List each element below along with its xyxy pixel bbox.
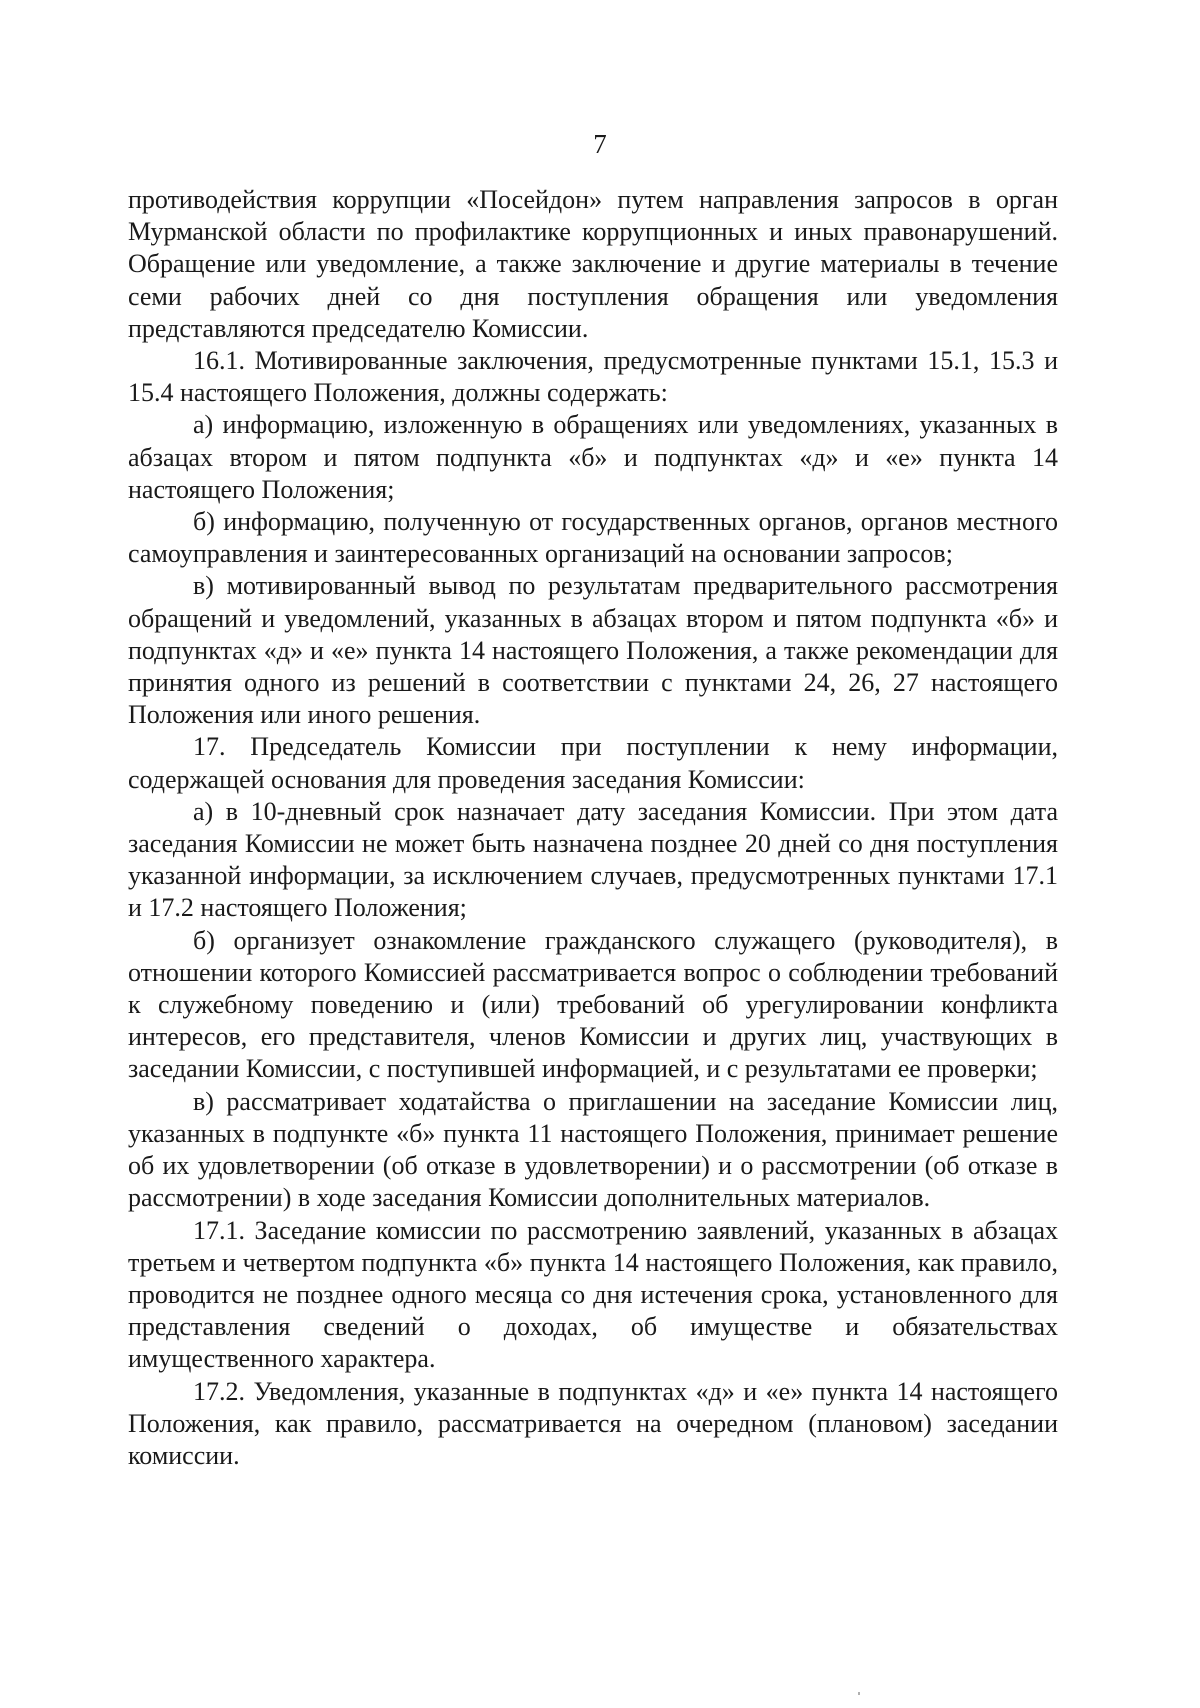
page-number: 7	[593, 129, 607, 159]
paragraph-17-2: 17.2. Уведомления, указанные в подпунктах «д» и «е» пункта 14 настоящего Положения, как правило, рассматривается на очередном (плановом) заседании комиссии.	[128, 1376, 1058, 1470]
paragraph-17: 17. Председатель Комиссии при поступлении к нему информации, содержащей основания для проведения заседания Комиссии:	[128, 732, 1058, 794]
paragraph-17-v: в) рассматривает ходатайства о приглашении на заседание Комиссии лиц, указанных в подпункте «б» пункта 11 настоящего Положения, принимает решение об их удовлетворении (об отказе в удовлетворении) и о рассмотрении (об отказе в рассмотрении) в ходе заседания Комиссии дополнительных материалов.	[128, 1086, 1058, 1213]
paragraph-16-1-v: в) мотивированный вывод по результатам предварительного рассмотрения обращений и уведомлений, указанных в абзацах втором и пятом подпункта «б» и подпунктах «д» и «е» пункта 14 настоящего Положения, а также рекомендации для принятия одного из решений в соответствии с пунктами 24, 26, 27 настоящего Положения или иного решения.	[128, 571, 1058, 730]
paragraph-continuation: противодействия коррупции «Посейдон» путем направления запросов в орган Мурманской области по профилактике коррупционных и иных правонарушений. Обращение или уведомление, а также заключение и другие материалы в течение семи рабочих дней со дня поступления обращения или уведомления представляются председателю Комиссии.	[128, 185, 1058, 343]
paragraph-17-1: 17.1. Заседание комиссии по рассмотрению заявлений, указанных в абзацах третьем и четвертом подпункта «б» пункта 14 настоящего Положения, как правило, проводится не позднее одного месяца со дня истечения срока, установленного для представления сведений о доходах, об имуществе и обязательствах имущественного характера.	[128, 1215, 1058, 1374]
paragraph-16-1-b: б) информацию, полученную от государственных органов, органов местного самоуправления и заинтересованных организаций на основании запросов;	[128, 507, 1058, 569]
paragraph-16-1-a: а) информацию, изложенную в обращениях или уведомлениях, указанных в абзацах втором и пятом подпункта «б» и подпунктах «д» и «е» пункта 14 настоящего Положения;	[128, 410, 1058, 504]
document-body	[128, 184, 1058, 1472]
scan-speck	[858, 1692, 860, 1695]
paragraph-17-b: б) организует ознакомление гражданского служащего (руководителя), в отношении которого Комиссией рассматривается вопрос о соблюдении требований к служебному поведению и (или) требований об урегулировании конфликта интересов, его представителя, членов Комиссии и других лиц, участвующих в заседании Комиссии, с поступившей информацией, и с результатами ее проверки;	[128, 925, 1058, 1084]
paragraph-16-1: 16.1. Мотивированные заключения, предусмотренные пунктами 15.1, 15.3 и 15.4 настоящего Положения, должны содержать:	[128, 346, 1058, 408]
paragraph-17-a: а) в 10-дневный срок назначает дату заседания Комиссии. При этом дата заседания Комиссии не может быть назначена позднее 20 дней со дня поступления указанной информации, за исключением случаев, предусмотренных пунктами 17.1 и 17.2 настоящего Положения;	[128, 796, 1058, 923]
